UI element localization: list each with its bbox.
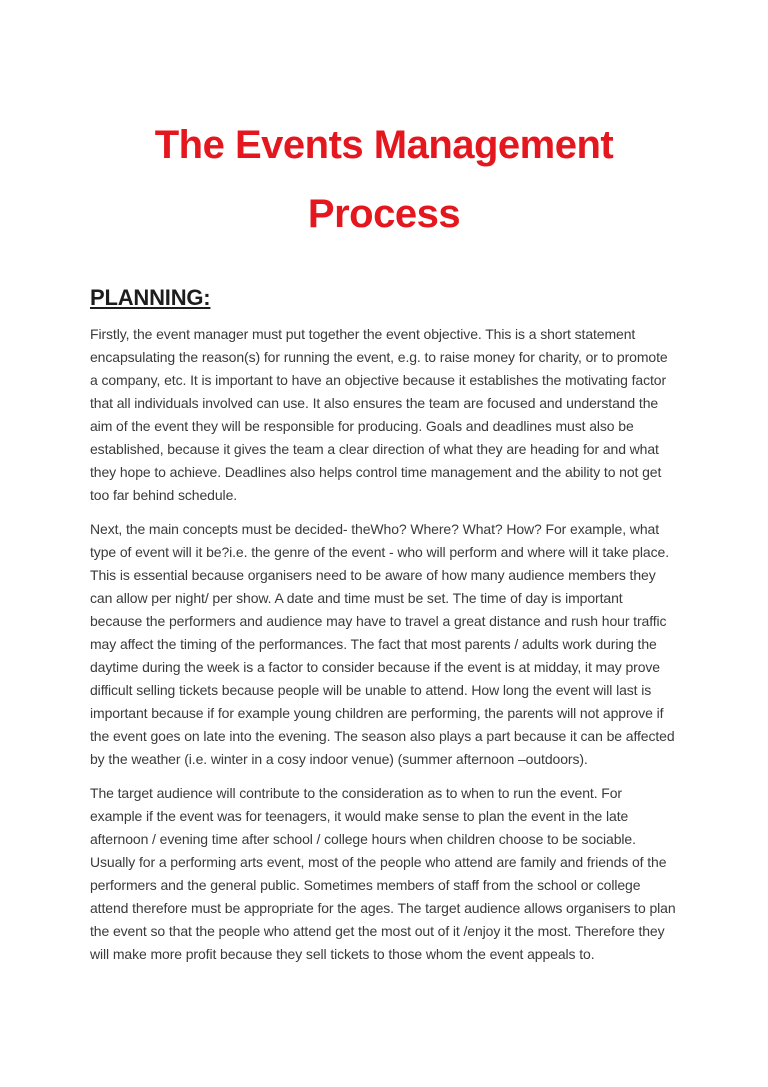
body-paragraph: Firstly, the event manager must put together the event objective. This is a short statement encapsulating the reason(s) for running the event, e.g. to raise money for charity, or to promote a company, etc. It is important to have an objective because it establishes the motivating factor that all individuals involved can use. It also ensures the team are focused and understand the aim of the event they will be responsible for producing. Goals and deadlines must also be established, because it gives the team a clear direction of what they are heading for and what they hope to achieve. Deadlines also helps control time management and the ability to not get too far behind schedule. bbox=[90, 325, 668, 503]
body-paragraph: The target audience will contribute to the consideration as to when to run the event. For example if the event was for teenagers, it would make sense to plan the event in the late afternoon / evening time after school / college hours when children choose to be sociable. Usually for a performing arts event, most of the people who attend are family and friends of the performers and the general public. Sometimes members of staff from the school or college attend therefore must be appropriate for the ages. The target audience allows organisers to plan the event so that the people who attend get the most out of it /enjoy it the most. Therefore they will make more profit because they sell tickets to those whom the event appeals to. bbox=[90, 784, 676, 962]
section-heading-planning: PLANNING: bbox=[90, 284, 211, 310]
document-title-line-2: Process bbox=[307, 191, 461, 236]
document-body bbox=[90, 323, 677, 966]
document-title bbox=[0, 27, 768, 249]
document-title-line-1: The Events Management bbox=[154, 122, 614, 167]
body-paragraph: Next, the main concepts must be decided- theWho? Where? What? How? For example, what type of event will it be?i.e. the genre of the event - who will perform and where will it take place. This is essential because organisers need to be aware of how many audience members they can allow per night/ per show. A date and time must be set. The time of day is important because the performers and audience may have to travel a great distance and rush hour traffic may affect the timing of the performances. The fact that most parents / adults work during the daytime during the week is a factor to consider because if the event is at midday, it may prove difficult selling tickets because people will be unable to attend. How long the event will last is important because if for example young children are performing, the parents will not approve if the event goes on late into the evening. The season also plays a part because it can be affected by the weather (i.e. winter in a cosy indoor venue) (summer afternoon –outdoors). bbox=[90, 520, 675, 767]
